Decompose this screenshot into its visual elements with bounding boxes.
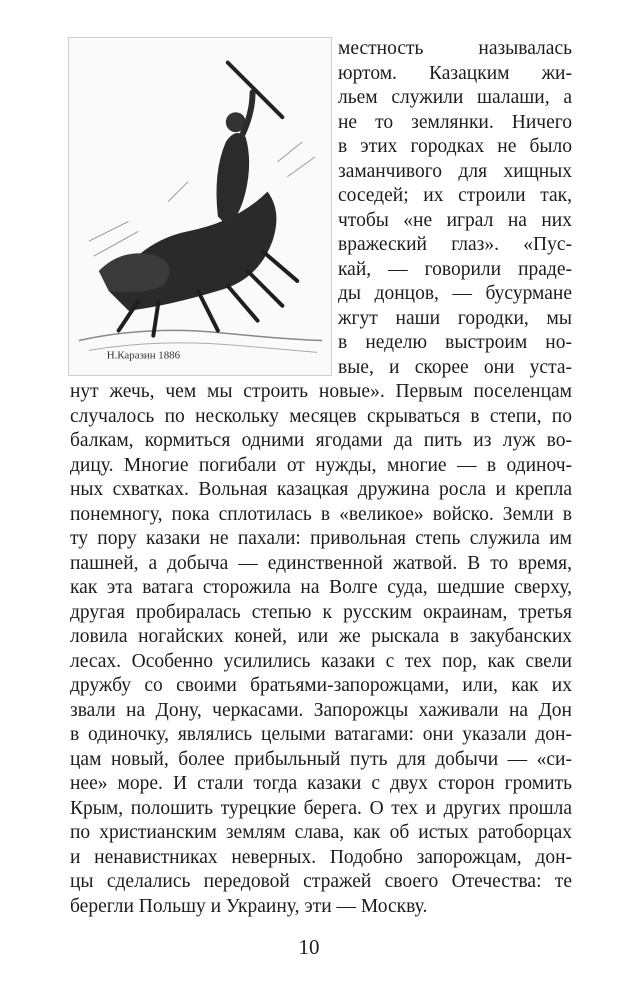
text-line: заманчивого для хищных xyxy=(338,160,572,182)
text-line: не то землянки. Ничего xyxy=(338,111,572,133)
page-number: 10 xyxy=(298,935,320,959)
text-line: случалось по нескольку месяцев скрываться в степи, по xyxy=(70,405,572,427)
text-line: другая пробиралась степью к русским окраинам, третья xyxy=(70,601,572,623)
text-line: кай, — говорили праде- xyxy=(338,258,572,280)
illustration-signature: Н.Каразин 1886 xyxy=(106,349,181,362)
text-line: дружбу со своими братьями-запорожцами, или, как их xyxy=(70,675,572,696)
text-line: цы сделались передовой стражей своего Отечества: те xyxy=(70,871,572,892)
text-line: чтобы «не играл на них xyxy=(338,209,572,231)
text-line: местность называлась xyxy=(338,38,572,59)
cossack-illustration xyxy=(68,37,332,376)
text-line: льем служили шалаши, а xyxy=(338,87,572,108)
text-line: дицу. Многие погибали от нужды, многие — в одиноч- xyxy=(70,454,572,476)
text-line: цам новый, более прибыльный путь для добычи — «си- xyxy=(70,748,572,770)
text-line: ды донцов, — бусурмане xyxy=(338,283,572,304)
text-line: в неделю выстроим но- xyxy=(338,332,572,353)
text-line: Крым, полошить турецкие берега. О тех и других прошла xyxy=(70,797,572,819)
text-line: в одиночку, являлись целыми ватагами: они указали дон- xyxy=(70,724,572,745)
text-line: ных схватках. Вольная казацкая дружина росла и крепла xyxy=(70,479,572,500)
text-line: пашней, а добыча — единственной жатвой. В то время, xyxy=(70,552,572,574)
text-line: юртом. Казацким жи- xyxy=(338,62,572,84)
text-line: в этих городках не было xyxy=(338,136,572,157)
text-line: нее» море. И стали тогда казаки с двух сторон громить xyxy=(70,773,572,794)
text-line: по христианским землям слава, как об истых ратоборцах xyxy=(70,822,572,843)
text-line: ловила ногайских коней, или же рыскала в закубанских xyxy=(70,626,572,647)
cossack-drawing xyxy=(69,38,331,375)
text-line: и ненавистниках неверных. Подобно запорожцам, дон- xyxy=(70,846,572,868)
text-line: нут жечь, чем мы строить новые». Первым поселенцам xyxy=(70,381,572,402)
text-line: вражеский глаз». «Пус- xyxy=(338,234,572,255)
text-line: понемногу, пока сплотилась в «великое» войско. Земли в xyxy=(70,503,572,525)
text-line: вые, и скорее они уста- xyxy=(338,356,572,378)
text-line: соседей; их строили так, xyxy=(338,185,572,206)
text-line: как эта ватага сторожила на Волге суда, шедшие сверху, xyxy=(70,577,572,598)
text-line: жгут наши городки, мы xyxy=(338,307,572,329)
text-line: лесах. Особенно усилились казаки с тех пор, как свели xyxy=(70,650,572,672)
text-line: берегли Польшу и Украину, эти — Москву. xyxy=(70,895,428,917)
text-line: звали на Дону, черкасами. Запорожцы хаживали на Дон xyxy=(70,699,572,721)
text-line: ту пору казаки не пахали: привольная степь служила им xyxy=(70,528,572,549)
text-line: балкам, кормиться одними ягодами да пить из луж во- xyxy=(70,430,572,451)
